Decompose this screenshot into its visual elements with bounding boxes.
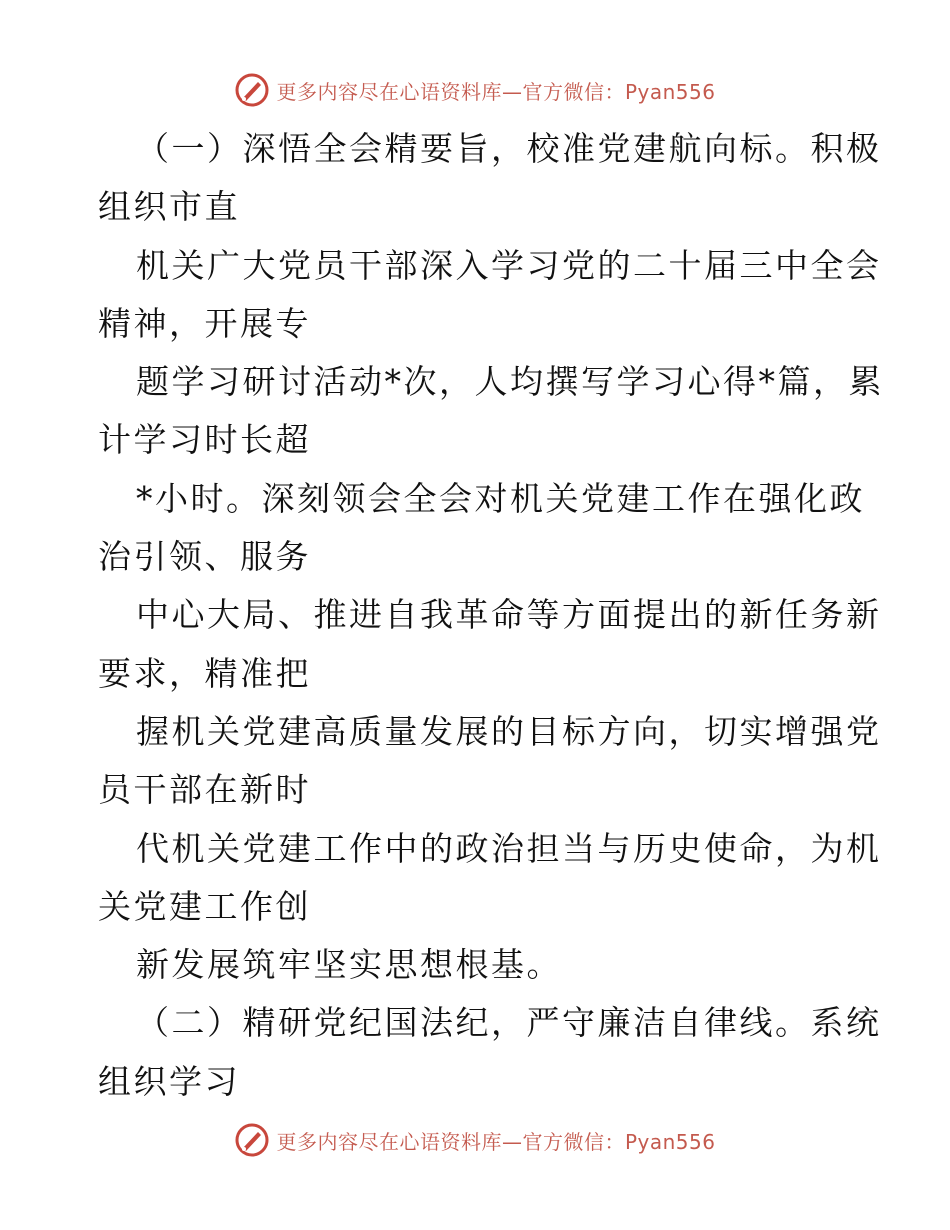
- text-line: 要求，精准把: [98, 653, 311, 693]
- text-line: 机关广大党员干部深入学习党的二十届三中全会: [136, 245, 882, 285]
- watermark-text: 更多内容尽在心语资料库—官方微信：Pyan556: [276, 1129, 716, 1154]
- watermark-text: 更多内容尽在心语资料库—官方微信：Pyan556: [276, 79, 716, 104]
- text-line: （二）精研党纪国法纪，严守廉洁自律线。系统: [136, 1003, 882, 1043]
- text-line: 握机关党建高质量发展的目标方向，切实增强党: [136, 711, 882, 751]
- pen-logo-icon: [234, 1122, 270, 1158]
- text-line: 计学习时长超: [98, 420, 311, 460]
- text-line: *小时。深刻领会全会对机关党建工作在强化政: [136, 478, 865, 518]
- watermark-header: [0, 70, 950, 110]
- document-body: [98, 120, 884, 1111]
- text-line: 新发展筑牢坚实思想根基。: [136, 945, 562, 985]
- text-line: （一）深悟全会精要旨，校准党建航向标。积极: [136, 129, 882, 168]
- text-line: 中心大局、推进自我革命等方面提出的新任务新: [136, 595, 882, 635]
- text-line: 组织市直: [98, 187, 240, 227]
- pen-logo-icon: [234, 72, 270, 108]
- text-line: 员干部在新时: [98, 770, 311, 810]
- text-line: 治引领、服务: [98, 537, 311, 577]
- text-line: 关党建工作创: [98, 886, 311, 926]
- watermark-footer: [0, 1120, 950, 1160]
- text-line: 代机关党建工作中的政治担当与历史使命，为机: [136, 828, 882, 868]
- text-line: 题学习研讨活动*次，人均撰写学习心得*篇，累: [136, 362, 884, 402]
- text-line: 精神，开展专: [98, 303, 311, 343]
- text-line: 组织学习: [98, 1061, 240, 1101]
